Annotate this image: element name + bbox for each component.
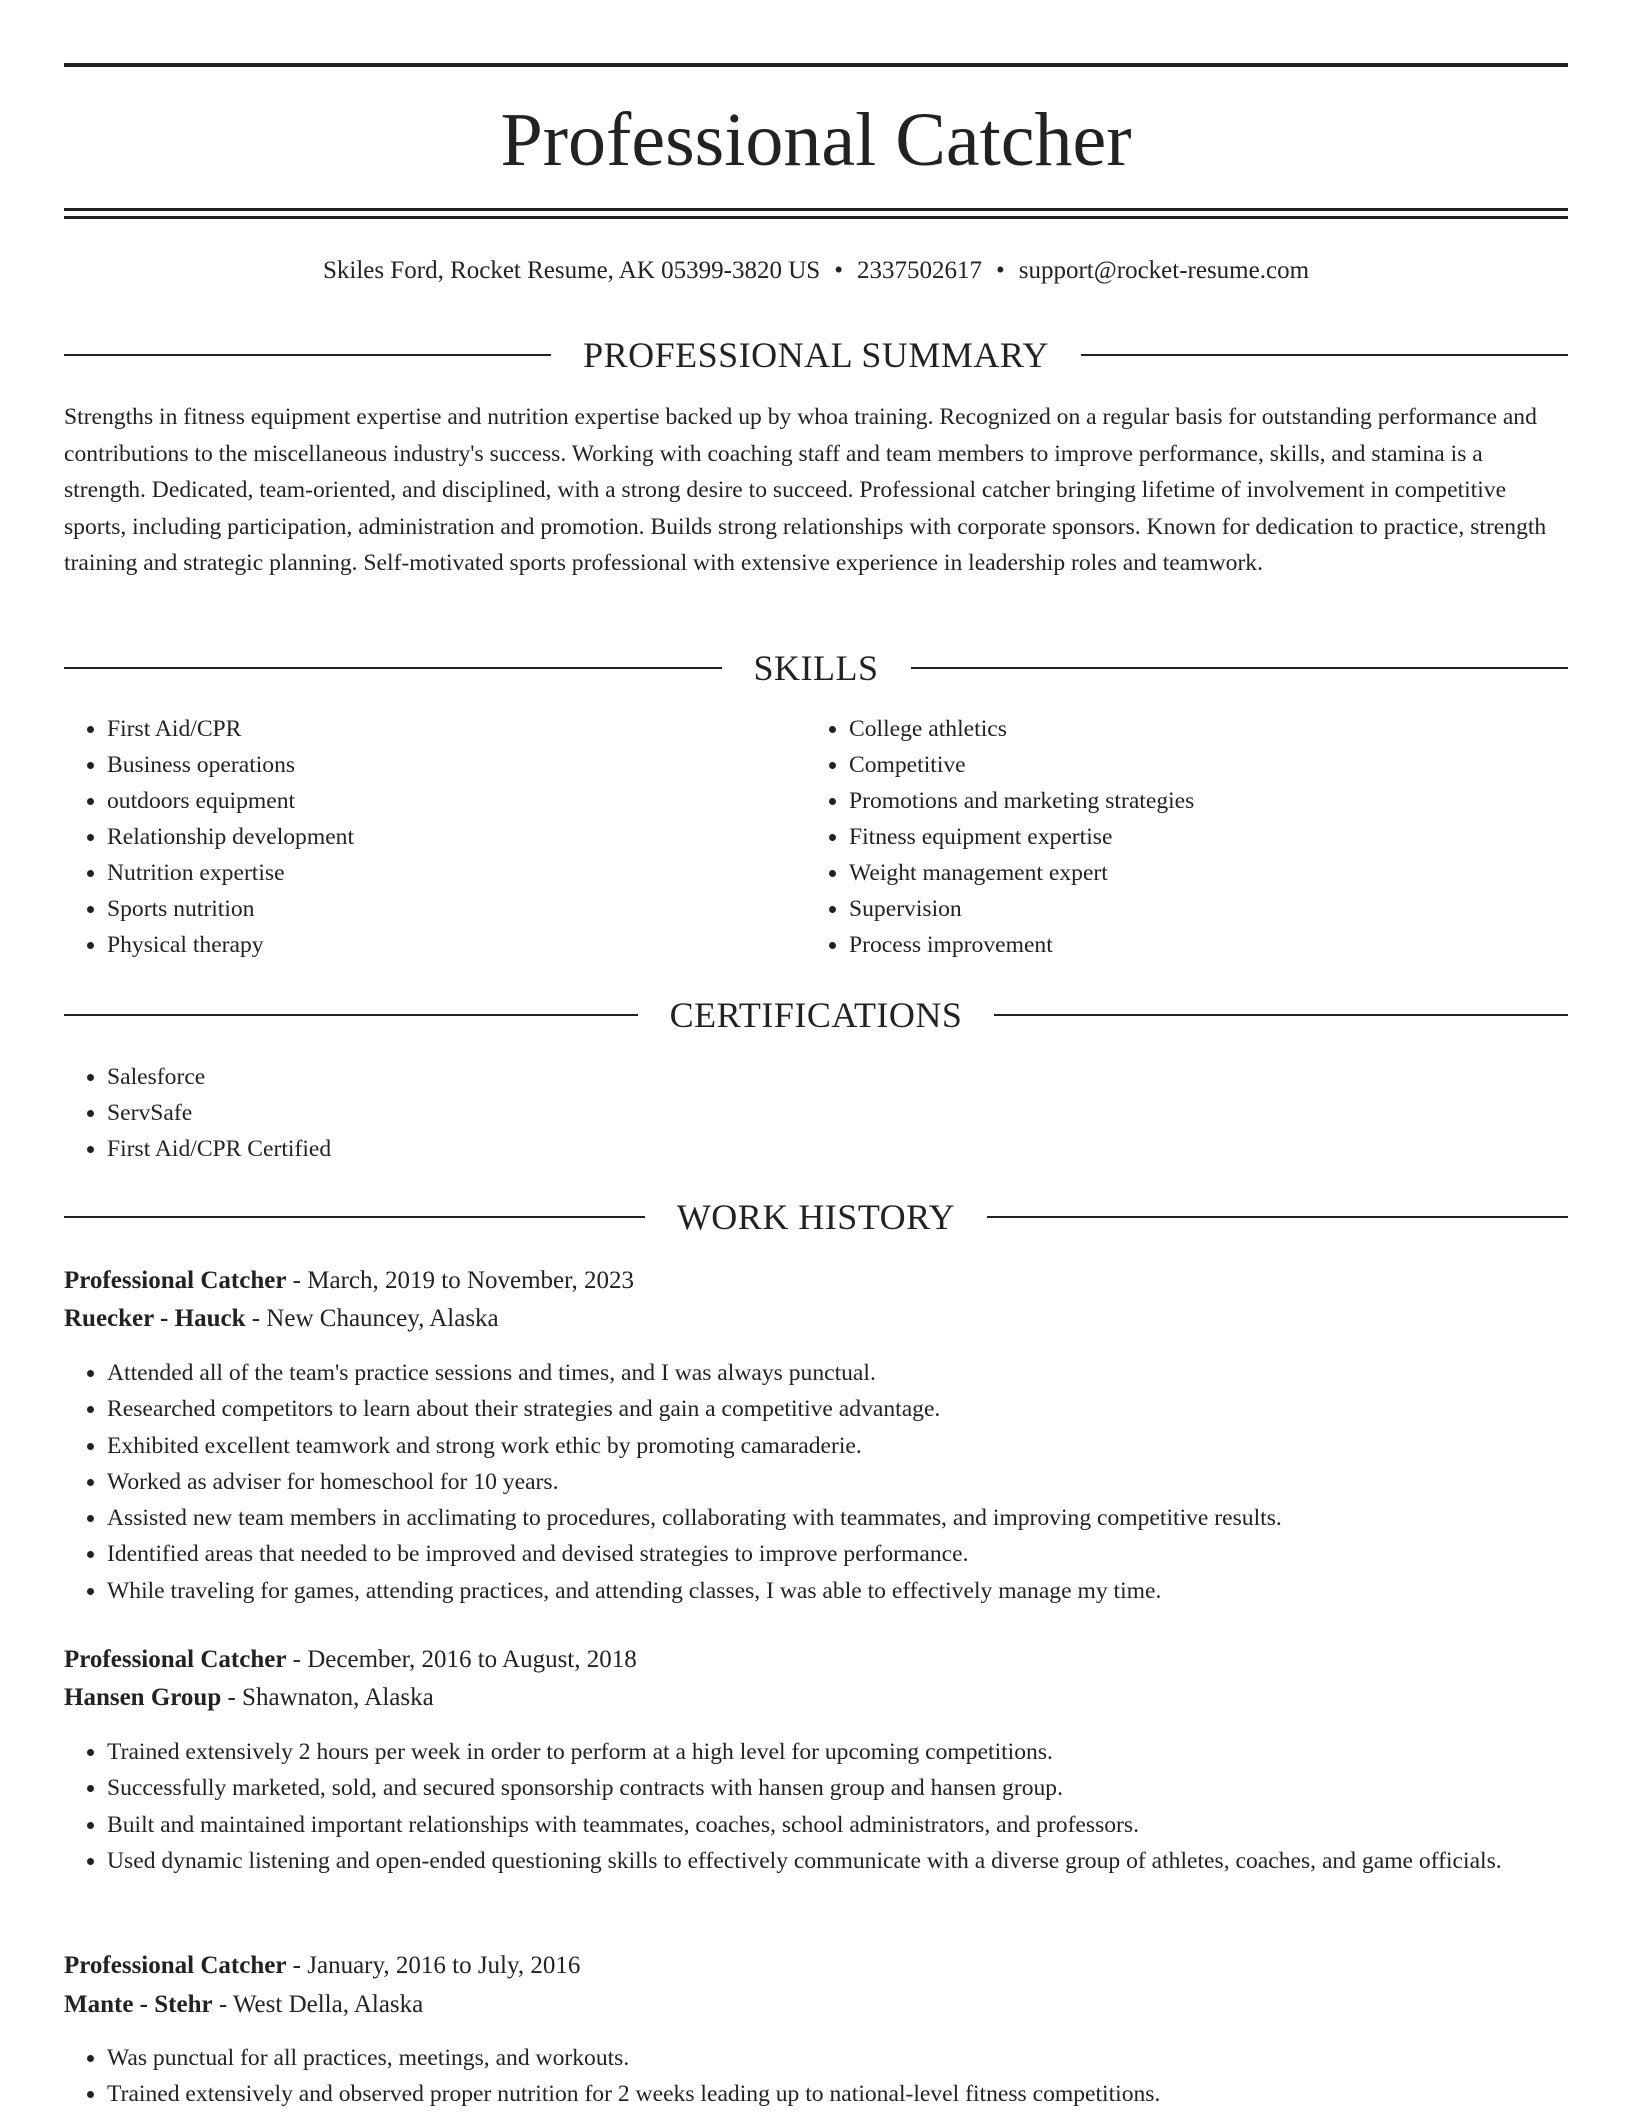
skill-item: • Process improvement <box>849 927 1549 963</box>
skill-item: • Physical therapy <box>107 927 787 963</box>
job-bullet: • Was punctual for all practices, meetings, and workouts. <box>107 2040 1547 2076</box>
contact-separator: • <box>834 257 843 284</box>
job-title: Professional Catcher <box>64 1646 287 1673</box>
job-location: - Shawnaton, Alaska <box>227 1684 434 1711</box>
job-bullets <box>64 1734 1547 1879</box>
job-company: Mante - Stehr <box>64 1991 213 2018</box>
job-bullets <box>64 1355 1547 1609</box>
job-company-line <box>64 1300 1568 1338</box>
contact-email[interactable]: support@rocket-resume.com <box>1018 257 1310 284</box>
section-divider <box>64 667 722 669</box>
job-company-line <box>64 1679 1568 1717</box>
job-bullet: • Built and maintained important relationships with teammates, coaches, school administrators, and professors. <box>107 1807 1547 1843</box>
job-dates: - January, 2016 to July, 2016 <box>292 1952 581 1979</box>
skill-item: • Promotions and marketing strategies <box>849 783 1549 819</box>
job-company: Ruecker - Hauck <box>64 1305 246 1332</box>
section-divider <box>987 1216 1568 1218</box>
section-title: SKILLS <box>753 648 879 688</box>
skill-item: • Competitive <box>849 747 1549 783</box>
summary-text: Strengths in fitness equipment expertise and nutrition expertise backed up by whoa training. Recognized on a regular basis for outstanding performance and contributions to the miscellaneous industry's success. Working with coaching staff and team members to improve performance, skills, and stamina is a strength. Dedicated, team-oriented, and disciplined, with a strong desire to succeed. Professional catcher bringing lifetime of involvement in competitive sports, including participation, administration and promotion. Builds strong relationships with corporate sponsors. Known for dedication to practice, strength training and strategic planning. Self-motivated sports professional with extensive experience in leadership roles and teamwork. <box>64 404 1547 576</box>
section-divider <box>994 1014 1568 1016</box>
skill-item: • Fitness equipment expertise <box>849 819 1549 855</box>
name-rule-lower <box>64 216 1568 219</box>
job-company: Hansen Group <box>64 1684 222 1711</box>
section-divider <box>1081 354 1568 356</box>
section-header-certifications <box>64 993 1568 1037</box>
section-header-skills <box>64 646 1568 690</box>
certification-item: • First Aid/CPR Certified <box>107 1131 1507 1167</box>
job-title: Professional Catcher <box>64 1267 287 1294</box>
job-bullet: • Attended all of the team's practice sessions and times, and I was always punctual. <box>107 1355 1547 1391</box>
skill-item: • Relationship development <box>107 819 787 855</box>
section-title: CERTIFICATIONS <box>669 995 963 1035</box>
job-bullet: • Worked as adviser for homeschool for 10 years. <box>107 1464 1547 1500</box>
section-divider <box>64 1014 638 1016</box>
skill-item: • Supervision <box>849 891 1549 927</box>
job-bullet: • Successfully marketed, sold, and secured sponsorship contracts with hansen group and hansen group. <box>107 1770 1547 1806</box>
job-location: - West Della, Alaska <box>218 1991 424 2018</box>
job-title: Professional Catcher <box>64 1952 287 1979</box>
resume-name: Professional Catcher <box>500 98 1132 182</box>
job-bullet: • Assisted new team members in acclimating to procedures, collaborating with teammates, and improving competitive results. <box>107 1500 1547 1536</box>
contact-address: Skiles Ford, Rocket Resume, AK 05399-3820 US <box>322 257 821 284</box>
skill-item: • Sports nutrition <box>107 891 787 927</box>
skills-list-right <box>806 711 1549 963</box>
job-dates: - March, 2019 to November, 2023 <box>292 1267 634 1294</box>
contact-separator: • <box>995 257 1005 284</box>
contact-line <box>64 254 1568 288</box>
job-company-line <box>64 1986 1568 2024</box>
section-header-summary <box>64 333 1568 377</box>
job-bullets <box>64 2040 1547 2113</box>
job-title-line <box>64 1262 1568 1300</box>
job-bullet: • Trained extensively and observed proper nutrition for 2 weeks leading up to national-level fitness competitions. <box>107 2076 1547 2112</box>
job-location: - New Chauncey, Alaska <box>251 1305 499 1332</box>
job-bullet: • Trained extensively 2 hours per week in order to perform at a high level for upcoming competitions. <box>107 1734 1547 1770</box>
job-bullet: • Used dynamic listening and open-ended questioning skills to effectively communicate with a diverse group of athletes, coaches, and game officials. <box>107 1843 1547 1879</box>
contact-phone: 2337502617 <box>856 257 982 284</box>
certification-item: • ServSafe <box>107 1095 1507 1131</box>
job-title-line <box>64 1947 1568 1985</box>
skill-item: • First Aid/CPR <box>107 711 787 747</box>
job-bullet: • While traveling for games, attending practices, and attending classes, I was able to effectively manage my time. <box>107 1573 1547 1609</box>
skill-item: • College athletics <box>849 711 1549 747</box>
job-title-line <box>64 1641 1568 1679</box>
skill-item: • Weight management expert <box>849 855 1549 891</box>
section-divider <box>64 354 551 356</box>
top-rule <box>64 63 1568 67</box>
job-dates: - December, 2016 to August, 2018 <box>292 1646 637 1673</box>
section-divider <box>911 667 1569 669</box>
skills-list-left <box>64 711 787 963</box>
job-bullet: • Identified areas that needed to be improved and devised strategies to improve performance. <box>107 1536 1547 1572</box>
certification-item: • Salesforce <box>107 1059 1507 1095</box>
section-header-work-history <box>64 1195 1568 1239</box>
job-bullet: • Exhibited excellent teamwork and strong work ethic by promoting camaraderie. <box>107 1428 1547 1464</box>
skill-item: • outdoors equipment <box>107 783 787 819</box>
skill-item: • Business operations <box>107 747 787 783</box>
name-rule-upper <box>64 208 1568 211</box>
job-bullet: • Researched competitors to learn about their strategies and gain a competitive advantage. <box>107 1391 1547 1427</box>
section-divider <box>64 1216 645 1218</box>
section-title: WORK HISTORY <box>676 1197 956 1237</box>
section-title: PROFESSIONAL SUMMARY <box>583 335 1049 375</box>
skill-item: • Nutrition expertise <box>107 855 787 891</box>
certifications-list <box>64 1059 1507 1167</box>
